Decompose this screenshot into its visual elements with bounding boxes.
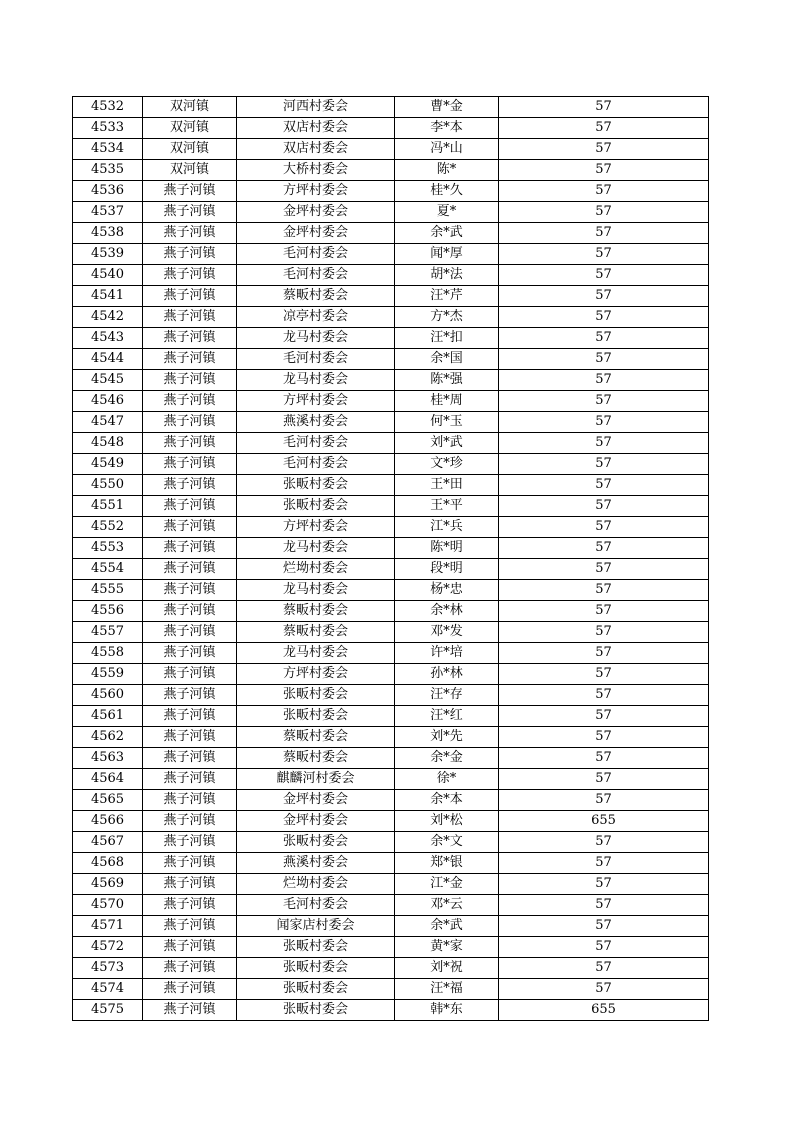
town-cell: 燕子河镇	[143, 286, 237, 307]
village-committee-cell: 河西村委会	[237, 97, 395, 118]
record-number-cell: 4557	[73, 622, 143, 643]
town-cell: 燕子河镇	[143, 895, 237, 916]
person-name-cell: 何*玉	[395, 412, 499, 433]
record-number-cell: 4547	[73, 412, 143, 433]
record-number-cell: 4555	[73, 580, 143, 601]
record-number-cell: 4540	[73, 265, 143, 286]
table-row	[73, 244, 709, 265]
town-cell: 燕子河镇	[143, 664, 237, 685]
record-number-cell: 4562	[73, 727, 143, 748]
amount-cell: 655	[499, 1000, 709, 1021]
amount-cell: 57	[499, 769, 709, 790]
table-row	[73, 97, 709, 118]
record-number-cell: 4560	[73, 685, 143, 706]
village-committee-cell: 蔡畈村委会	[237, 601, 395, 622]
record-number-cell: 4559	[73, 664, 143, 685]
person-name-cell: 余*国	[395, 349, 499, 370]
amount-cell: 57	[499, 412, 709, 433]
record-number-cell: 4561	[73, 706, 143, 727]
person-name-cell: 余*金	[395, 748, 499, 769]
record-number-cell: 4550	[73, 475, 143, 496]
record-number-cell: 4544	[73, 349, 143, 370]
table-row	[73, 1000, 709, 1021]
table-row	[73, 265, 709, 286]
record-number-cell: 4545	[73, 370, 143, 391]
table-row	[73, 643, 709, 664]
amount-cell: 57	[499, 244, 709, 265]
amount-cell: 57	[499, 874, 709, 895]
record-number-cell: 4558	[73, 643, 143, 664]
village-committee-cell: 张畈村委会	[237, 832, 395, 853]
person-name-cell: 郑*银	[395, 853, 499, 874]
amount-cell: 57	[499, 433, 709, 454]
village-committee-cell: 龙马村委会	[237, 643, 395, 664]
amount-cell: 57	[499, 979, 709, 1000]
amount-cell: 57	[499, 370, 709, 391]
village-committee-cell: 双店村委会	[237, 118, 395, 139]
record-number-cell: 4569	[73, 874, 143, 895]
table-row	[73, 622, 709, 643]
town-cell: 燕子河镇	[143, 181, 237, 202]
town-cell: 燕子河镇	[143, 769, 237, 790]
record-number-cell: 4539	[73, 244, 143, 265]
person-name-cell: 徐*	[395, 769, 499, 790]
amount-cell: 57	[499, 223, 709, 244]
village-committee-cell: 张畈村委会	[237, 685, 395, 706]
village-committee-cell: 蔡畈村委会	[237, 286, 395, 307]
person-name-cell: 汪*红	[395, 706, 499, 727]
table-row	[73, 412, 709, 433]
village-committee-cell: 张畈村委会	[237, 979, 395, 1000]
person-name-cell: 余*林	[395, 601, 499, 622]
table-row	[73, 937, 709, 958]
person-name-cell: 陈*强	[395, 370, 499, 391]
table-row	[73, 328, 709, 349]
town-cell: 燕子河镇	[143, 601, 237, 622]
person-name-cell: 刘*松	[395, 811, 499, 832]
town-cell: 双河镇	[143, 118, 237, 139]
person-name-cell: 冯*山	[395, 139, 499, 160]
person-name-cell: 陈*	[395, 160, 499, 181]
person-name-cell: 桂*久	[395, 181, 499, 202]
record-number-cell: 4573	[73, 958, 143, 979]
person-name-cell: 刘*先	[395, 727, 499, 748]
town-cell: 燕子河镇	[143, 391, 237, 412]
village-committee-cell: 燕溪村委会	[237, 412, 395, 433]
record-number-cell: 4567	[73, 832, 143, 853]
amount-cell: 57	[499, 622, 709, 643]
amount-cell: 57	[499, 328, 709, 349]
table-row	[73, 853, 709, 874]
town-cell: 燕子河镇	[143, 727, 237, 748]
person-name-cell: 曹*金	[395, 97, 499, 118]
record-number-cell: 4546	[73, 391, 143, 412]
table-row	[73, 727, 709, 748]
person-name-cell: 闻*厚	[395, 244, 499, 265]
record-number-cell: 4535	[73, 160, 143, 181]
village-committee-cell: 毛河村委会	[237, 454, 395, 475]
town-cell: 双河镇	[143, 97, 237, 118]
table-row	[73, 916, 709, 937]
record-number-cell: 4551	[73, 496, 143, 517]
table-row	[73, 496, 709, 517]
person-name-cell: 邓*发	[395, 622, 499, 643]
town-cell: 燕子河镇	[143, 496, 237, 517]
record-number-cell: 4543	[73, 328, 143, 349]
record-number-cell: 4537	[73, 202, 143, 223]
village-committee-cell: 龙马村委会	[237, 538, 395, 559]
record-number-cell: 4572	[73, 937, 143, 958]
person-name-cell: 汪*存	[395, 685, 499, 706]
record-number-cell: 4568	[73, 853, 143, 874]
amount-cell: 57	[499, 580, 709, 601]
amount-cell: 57	[499, 958, 709, 979]
amount-cell: 57	[499, 118, 709, 139]
amount-cell: 655	[499, 811, 709, 832]
amount-cell: 57	[499, 895, 709, 916]
person-name-cell: 余*武	[395, 223, 499, 244]
table-row	[73, 601, 709, 622]
table-row	[73, 139, 709, 160]
table-row	[73, 349, 709, 370]
person-name-cell: 黄*家	[395, 937, 499, 958]
person-name-cell: 江*兵	[395, 517, 499, 538]
record-number-cell: 4553	[73, 538, 143, 559]
person-name-cell: 陈*明	[395, 538, 499, 559]
village-committee-cell: 龙马村委会	[237, 328, 395, 349]
record-number-cell: 4534	[73, 139, 143, 160]
town-cell: 燕子河镇	[143, 559, 237, 580]
amount-cell: 57	[499, 706, 709, 727]
table-row	[73, 370, 709, 391]
town-cell: 燕子河镇	[143, 790, 237, 811]
amount-cell: 57	[499, 160, 709, 181]
town-cell: 燕子河镇	[143, 706, 237, 727]
amount-cell: 57	[499, 139, 709, 160]
table-row	[73, 832, 709, 853]
village-committee-cell: 张畈村委会	[237, 958, 395, 979]
village-committee-cell: 金坪村委会	[237, 202, 395, 223]
village-committee-cell: 毛河村委会	[237, 895, 395, 916]
table-row	[73, 769, 709, 790]
person-name-cell: 胡*法	[395, 265, 499, 286]
record-number-cell: 4565	[73, 790, 143, 811]
table-row	[73, 580, 709, 601]
amount-cell: 57	[499, 286, 709, 307]
village-committee-cell: 金坪村委会	[237, 223, 395, 244]
village-committee-cell: 蔡畈村委会	[237, 622, 395, 643]
village-committee-cell: 毛河村委会	[237, 349, 395, 370]
person-name-cell: 王*田	[395, 475, 499, 496]
town-cell: 燕子河镇	[143, 223, 237, 244]
village-committee-cell: 大桥村委会	[237, 160, 395, 181]
person-name-cell: 韩*东	[395, 1000, 499, 1021]
town-cell: 燕子河镇	[143, 580, 237, 601]
table-row	[73, 685, 709, 706]
town-cell: 燕子河镇	[143, 307, 237, 328]
village-committee-cell: 燕溪村委会	[237, 853, 395, 874]
town-cell: 燕子河镇	[143, 538, 237, 559]
person-name-cell: 孙*林	[395, 664, 499, 685]
town-cell: 燕子河镇	[143, 202, 237, 223]
person-name-cell: 方*杰	[395, 307, 499, 328]
table-row	[73, 202, 709, 223]
amount-cell: 57	[499, 748, 709, 769]
amount-cell: 57	[499, 538, 709, 559]
amount-cell: 57	[499, 853, 709, 874]
amount-cell: 57	[499, 475, 709, 496]
amount-cell: 57	[499, 454, 709, 475]
amount-cell: 57	[499, 916, 709, 937]
village-committee-cell: 闻家店村委会	[237, 916, 395, 937]
person-name-cell: 刘*武	[395, 433, 499, 454]
amount-cell: 57	[499, 307, 709, 328]
town-cell: 燕子河镇	[143, 349, 237, 370]
table-row	[73, 895, 709, 916]
table-row	[73, 286, 709, 307]
amount-cell: 57	[499, 937, 709, 958]
table-row	[73, 979, 709, 1000]
person-name-cell: 许*培	[395, 643, 499, 664]
person-name-cell: 汪*福	[395, 979, 499, 1000]
village-committee-cell: 毛河村委会	[237, 433, 395, 454]
amount-cell: 57	[499, 349, 709, 370]
person-name-cell: 刘*祝	[395, 958, 499, 979]
amount-cell: 57	[499, 601, 709, 622]
town-cell: 燕子河镇	[143, 412, 237, 433]
village-committee-cell: 方坪村委会	[237, 664, 395, 685]
person-name-cell: 李*本	[395, 118, 499, 139]
village-committee-cell: 龙马村委会	[237, 580, 395, 601]
person-name-cell: 杨*忠	[395, 580, 499, 601]
village-committee-cell: 毛河村委会	[237, 265, 395, 286]
person-name-cell: 邓*云	[395, 895, 499, 916]
person-name-cell: 夏*	[395, 202, 499, 223]
amount-cell: 57	[499, 391, 709, 412]
table-row	[73, 181, 709, 202]
town-cell: 燕子河镇	[143, 454, 237, 475]
table-row	[73, 664, 709, 685]
record-number-cell: 4566	[73, 811, 143, 832]
town-cell: 燕子河镇	[143, 475, 237, 496]
table-row	[73, 475, 709, 496]
village-committee-cell: 烂坳村委会	[237, 559, 395, 580]
table-row	[73, 559, 709, 580]
record-number-cell: 4563	[73, 748, 143, 769]
record-number-cell: 4538	[73, 223, 143, 244]
record-number-cell: 4570	[73, 895, 143, 916]
person-name-cell: 桂*周	[395, 391, 499, 412]
town-cell: 燕子河镇	[143, 1000, 237, 1021]
table-row	[73, 706, 709, 727]
person-name-cell: 段*明	[395, 559, 499, 580]
record-number-cell: 4571	[73, 916, 143, 937]
person-name-cell: 余*武	[395, 916, 499, 937]
person-name-cell: 江*金	[395, 874, 499, 895]
village-committee-cell: 金坪村委会	[237, 790, 395, 811]
town-cell: 燕子河镇	[143, 937, 237, 958]
village-committee-cell: 龙马村委会	[237, 370, 395, 391]
village-committee-cell: 蔡畈村委会	[237, 727, 395, 748]
amount-cell: 57	[499, 790, 709, 811]
town-cell: 燕子河镇	[143, 370, 237, 391]
table-body	[73, 97, 709, 1021]
village-committee-cell: 凉亭村委会	[237, 307, 395, 328]
record-number-cell: 4533	[73, 118, 143, 139]
town-cell: 燕子河镇	[143, 748, 237, 769]
town-cell: 燕子河镇	[143, 853, 237, 874]
table-row	[73, 538, 709, 559]
village-committee-cell: 张畈村委会	[237, 1000, 395, 1021]
person-name-cell: 文*珍	[395, 454, 499, 475]
town-cell: 燕子河镇	[143, 979, 237, 1000]
record-number-cell: 4536	[73, 181, 143, 202]
record-number-cell: 4554	[73, 559, 143, 580]
table-row	[73, 748, 709, 769]
town-cell: 双河镇	[143, 160, 237, 181]
record-number-cell: 4548	[73, 433, 143, 454]
town-cell: 燕子河镇	[143, 517, 237, 538]
town-cell: 燕子河镇	[143, 811, 237, 832]
table-row	[73, 958, 709, 979]
table-row	[73, 223, 709, 244]
town-cell: 燕子河镇	[143, 958, 237, 979]
village-committee-cell: 张畈村委会	[237, 937, 395, 958]
table-row	[73, 790, 709, 811]
town-cell: 燕子河镇	[143, 244, 237, 265]
village-committee-cell: 张畈村委会	[237, 475, 395, 496]
table-row	[73, 811, 709, 832]
record-number-cell: 4556	[73, 601, 143, 622]
record-number-cell: 4574	[73, 979, 143, 1000]
town-cell: 燕子河镇	[143, 832, 237, 853]
village-committee-cell: 张畈村委会	[237, 496, 395, 517]
town-cell: 燕子河镇	[143, 874, 237, 895]
village-committee-cell: 双店村委会	[237, 139, 395, 160]
village-committee-cell: 烂坳村委会	[237, 874, 395, 895]
table-row	[73, 160, 709, 181]
table-row	[73, 517, 709, 538]
amount-cell: 57	[499, 97, 709, 118]
person-name-cell: 汪*芹	[395, 286, 499, 307]
village-committee-cell: 蔡畈村委会	[237, 748, 395, 769]
data-table	[72, 96, 709, 1021]
table-row	[73, 874, 709, 895]
record-number-cell: 4575	[73, 1000, 143, 1021]
amount-cell: 57	[499, 265, 709, 286]
amount-cell: 57	[499, 685, 709, 706]
town-cell: 燕子河镇	[143, 685, 237, 706]
village-committee-cell: 方坪村委会	[237, 391, 395, 412]
table-row	[73, 433, 709, 454]
record-number-cell: 4542	[73, 307, 143, 328]
town-cell: 燕子河镇	[143, 328, 237, 349]
amount-cell: 57	[499, 202, 709, 223]
amount-cell: 57	[499, 517, 709, 538]
amount-cell: 57	[499, 727, 709, 748]
village-committee-cell: 麒麟河村委会	[237, 769, 395, 790]
table-row	[73, 391, 709, 412]
record-number-cell: 4549	[73, 454, 143, 475]
town-cell: 燕子河镇	[143, 916, 237, 937]
town-cell: 燕子河镇	[143, 622, 237, 643]
amount-cell: 57	[499, 664, 709, 685]
record-number-cell: 4532	[73, 97, 143, 118]
record-number-cell: 4552	[73, 517, 143, 538]
amount-cell: 57	[499, 559, 709, 580]
amount-cell: 57	[499, 643, 709, 664]
person-name-cell: 汪*扣	[395, 328, 499, 349]
amount-cell: 57	[499, 832, 709, 853]
town-cell: 燕子河镇	[143, 433, 237, 454]
record-number-cell: 4564	[73, 769, 143, 790]
person-name-cell: 余*本	[395, 790, 499, 811]
village-committee-cell: 方坪村委会	[237, 517, 395, 538]
person-name-cell: 王*平	[395, 496, 499, 517]
town-cell: 双河镇	[143, 139, 237, 160]
table-row	[73, 307, 709, 328]
amount-cell: 57	[499, 496, 709, 517]
village-committee-cell: 毛河村委会	[237, 244, 395, 265]
village-committee-cell: 张畈村委会	[237, 706, 395, 727]
village-committee-cell: 金坪村委会	[237, 811, 395, 832]
town-cell: 燕子河镇	[143, 643, 237, 664]
table-row	[73, 454, 709, 475]
person-name-cell: 余*文	[395, 832, 499, 853]
town-cell: 燕子河镇	[143, 265, 237, 286]
amount-cell: 57	[499, 181, 709, 202]
table-row	[73, 118, 709, 139]
village-committee-cell: 方坪村委会	[237, 181, 395, 202]
record-number-cell: 4541	[73, 286, 143, 307]
